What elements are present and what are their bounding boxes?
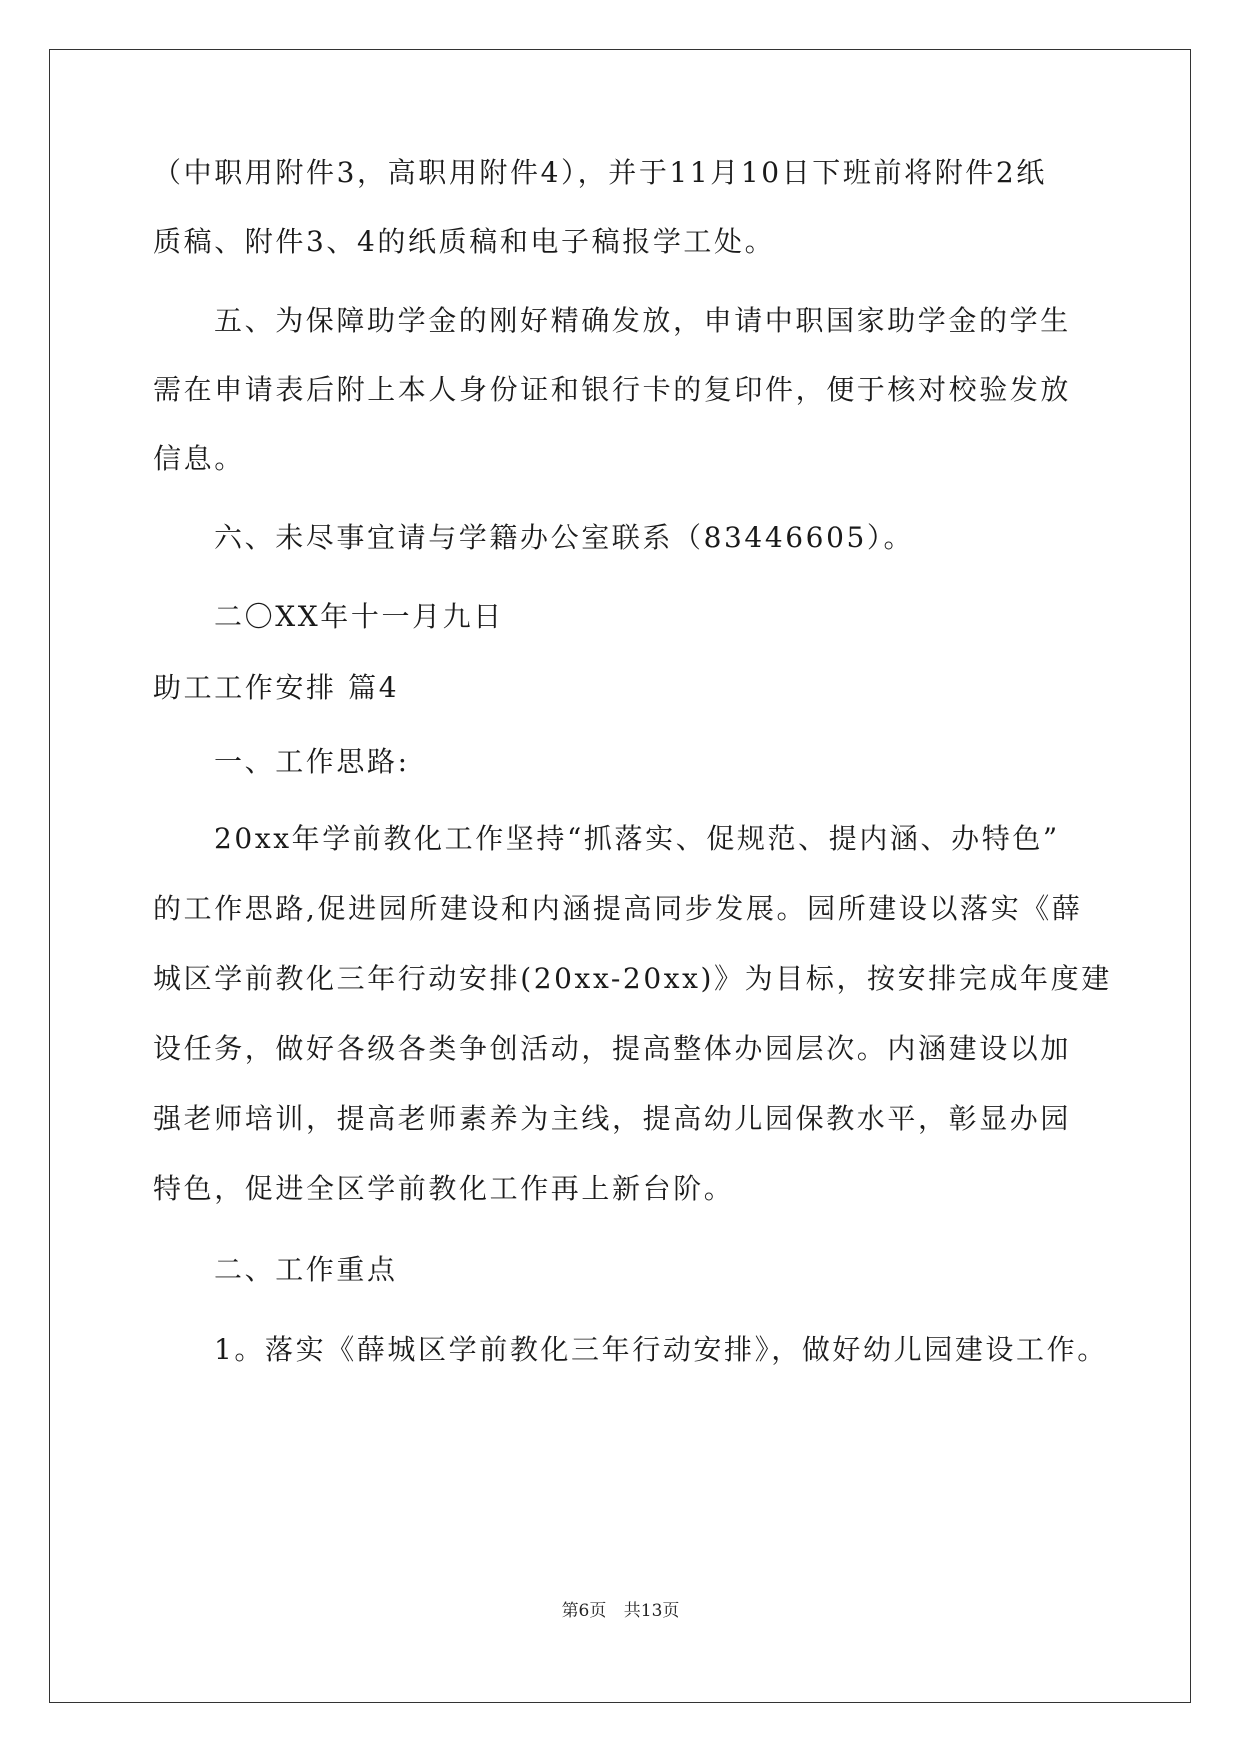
subheading-work-idea: 一、工作思路: — [214, 745, 410, 778]
text-line: 20xx年学前教化工作坚持“抓落实、促规范、提内涵、办特色” — [214, 822, 1060, 855]
text-line: 设任务，做好各级各类争创活动，提高整体办园层次。内涵建设以加 — [153, 1032, 1072, 1065]
text-line: 城区学前教化三年行动安排(20xx-20xx)》为目标，按安排完成年度建 — [153, 962, 1112, 995]
paragraph-five: 五、为保障助学金的刚好精确发放，申请中职国家助学金的学生 — [214, 304, 1071, 337]
document-date: 二〇XX年十一月九日 — [214, 600, 504, 633]
text-line: 质稿、附件3、4的纸质稿和电子稿报学工处。 — [153, 225, 776, 258]
text-line: 信息。 — [153, 442, 245, 475]
page-number: 第6页 — [561, 1601, 607, 1621]
paragraph-six: 六、未尽事宜请与学籍办公室联系（83446605）。 — [214, 521, 915, 554]
text-line: （中职用附件3，高职用附件4），并于11月10日下班前将附件2纸 — [153, 156, 1047, 189]
text-line: 特色，促进全区学前教化工作再上新台阶。 — [153, 1172, 735, 1205]
section-heading: 助工工作安排 篇4 — [153, 671, 400, 704]
text-line: 需在申请表后附上本人身份证和银行卡的复印件，便于核对校验发放 — [153, 373, 1072, 406]
text-line: 1。落实《薛城区学前教化三年行动安排》，做好幼儿园建设工作。 — [214, 1333, 1108, 1366]
text-line: 的工作思路,促进园所建设和内涵提高同步发展。园所建设以落实《薛 — [153, 892, 1083, 925]
text-line: 强老师培训，提高老师素养为主线，提高幼儿园保教水平，彰显办园 — [153, 1102, 1072, 1135]
page-footer — [0, 1600, 1241, 1622]
page-border — [49, 49, 1191, 1703]
page-total: 共13页 — [623, 1601, 680, 1621]
subheading-work-focus: 二、工作重点 — [214, 1253, 398, 1286]
